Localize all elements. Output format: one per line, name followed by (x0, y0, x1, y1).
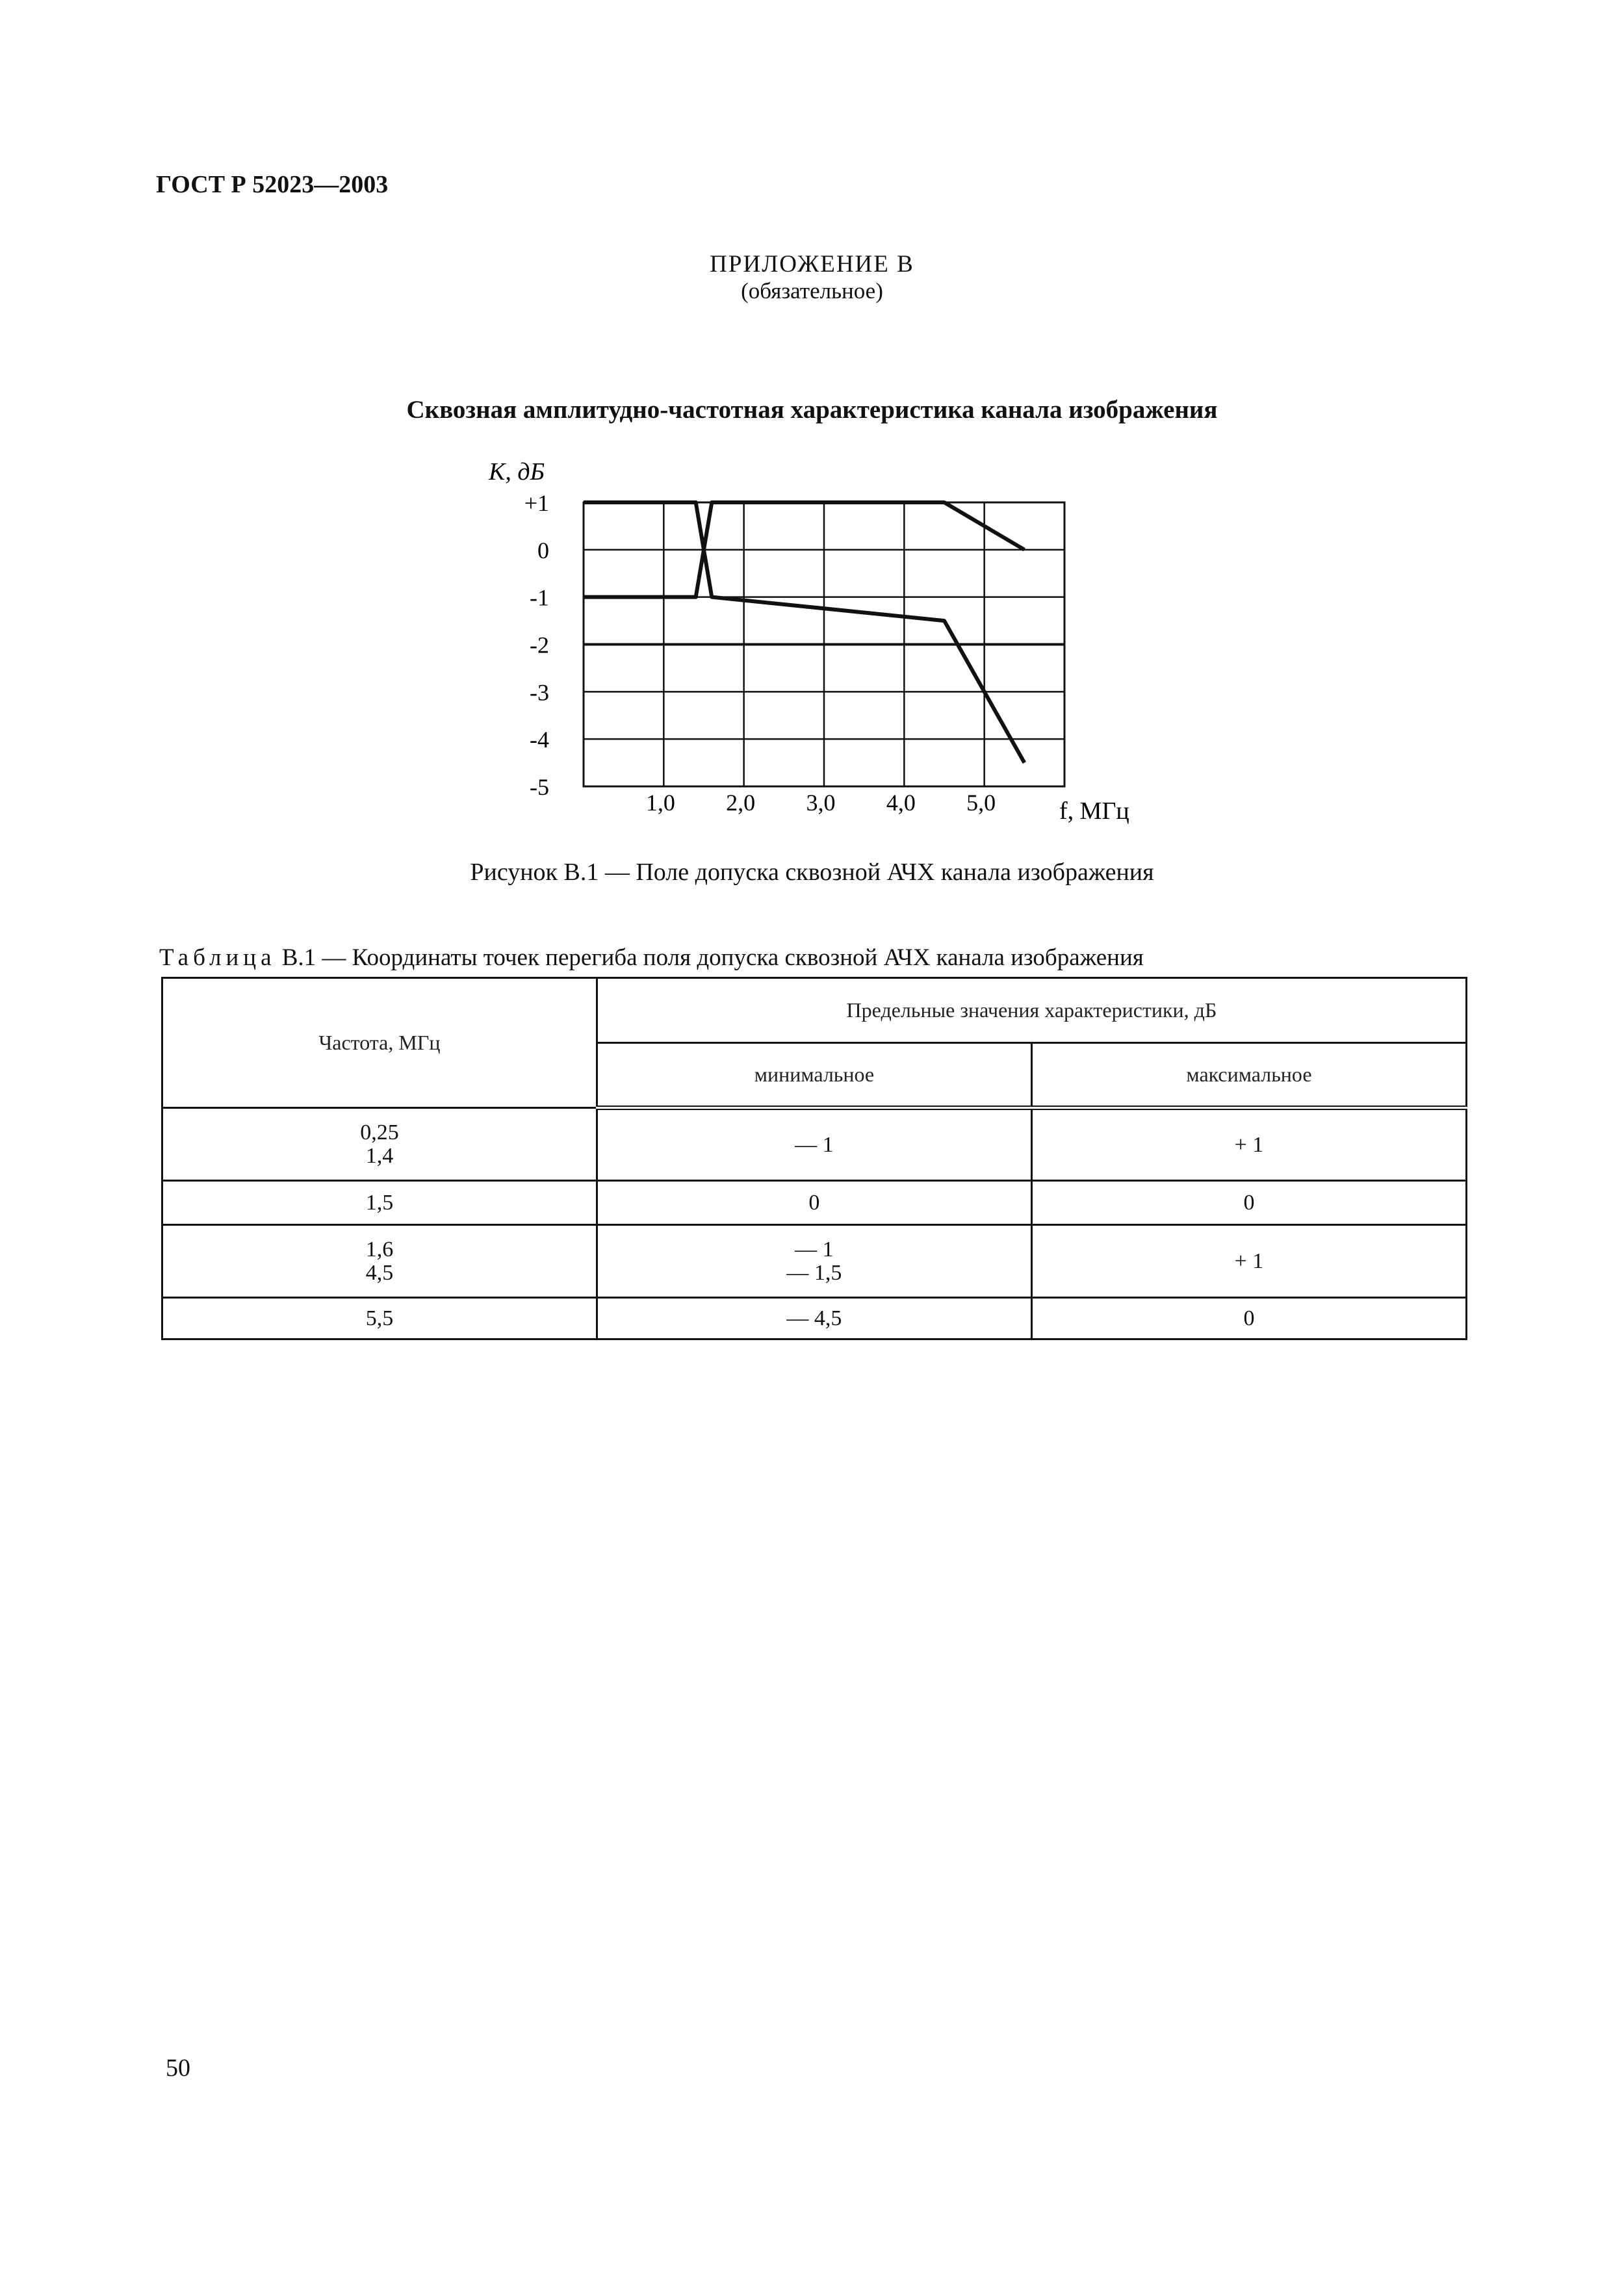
y-tick-label: -4 (530, 727, 549, 753)
y-tick-label: -2 (530, 632, 549, 658)
tolerance-curve-1 (584, 502, 1024, 763)
chart-series (584, 502, 1024, 763)
y-axis-label: K, дБ (489, 458, 545, 485)
y-tick-label: -1 (530, 584, 549, 611)
cell-value: — 1 (795, 1132, 834, 1157)
x-axis-label: f, МГц (1059, 797, 1129, 825)
figure-heading: Сквозная амплитудно-частотная характеристика канала изображения (406, 396, 1218, 424)
figure-caption: Рисунок В.1 — Поле допуска сквозной АЧХ канала изображения (470, 859, 1154, 886)
cell-value: 0 (1243, 1306, 1255, 1330)
appendix-subtitle: (обязательное) (741, 278, 883, 304)
cell-freq (162, 1108, 597, 1181)
cell-freq (162, 1181, 597, 1225)
tolerance-chart (0, 0, 1624, 845)
cell-max (1031, 1298, 1466, 1339)
x-tick-label: 1,0 (645, 790, 675, 816)
cell-value: + 1 (1234, 1248, 1264, 1273)
cell-value: 0,25 (360, 1120, 399, 1144)
cell-value: 5,5 (365, 1306, 394, 1330)
cell-value: 1,6 (365, 1237, 394, 1261)
cell-value: — 1,5 (786, 1260, 842, 1285)
x-tick-label: 5,0 (966, 790, 996, 816)
header-min: минимальное (597, 1043, 1031, 1108)
header-max: максимальное (1031, 1043, 1466, 1108)
cell-value: 4,5 (365, 1260, 394, 1285)
table-caption-text: В.1 — Координаты точек перегиба поля допуска сквозной АЧХ канала изображения (281, 944, 1144, 971)
appendix-title: ПРИЛОЖЕНИЕ В (710, 251, 914, 278)
document-code: ГОСТ Р 52023—2003 (156, 171, 389, 198)
header-frequency: Частота, МГц (162, 978, 597, 1108)
cell-value: 0 (808, 1190, 820, 1215)
cell-value: 1,5 (365, 1190, 394, 1215)
table-caption (159, 944, 1144, 972)
cell-max (1031, 1225, 1466, 1298)
cell-freq (162, 1298, 597, 1339)
x-tick-label: 2,0 (726, 790, 756, 816)
y-tick-label: -3 (530, 679, 549, 706)
cell-value: + 1 (1234, 1132, 1264, 1157)
cell-min (597, 1108, 1031, 1181)
x-tick-label: 3,0 (806, 790, 836, 816)
tolerance-table (161, 977, 1467, 1340)
page-number: 50 (166, 2054, 190, 2082)
y-tick-label: -5 (530, 774, 549, 800)
header-limits: Предельные значения характеристики, дБ (597, 978, 1466, 1043)
table-caption-prefix: Таблица (159, 944, 276, 971)
cell-value: 0 (1243, 1190, 1255, 1215)
cell-min (597, 1298, 1031, 1339)
chart-ticks (524, 490, 996, 816)
y-tick-label: 0 (537, 537, 549, 563)
cell-value: — 4,5 (786, 1306, 842, 1330)
cell-max (1031, 1108, 1466, 1181)
table-row (162, 1181, 1467, 1225)
table-row (162, 1108, 1467, 1181)
chart-grid (584, 502, 1064, 786)
table-body (162, 1108, 1467, 1339)
cell-value: — 1 (795, 1237, 834, 1261)
cell-max (1031, 1181, 1466, 1225)
cell-freq (162, 1225, 597, 1298)
cell-min (597, 1225, 1031, 1298)
cell-value: 1,4 (365, 1143, 394, 1168)
cell-min (597, 1181, 1031, 1225)
y-tick-label: +1 (524, 490, 549, 516)
table-row (162, 1298, 1467, 1339)
table-row (162, 1225, 1467, 1298)
x-tick-label: 4,0 (886, 790, 916, 816)
